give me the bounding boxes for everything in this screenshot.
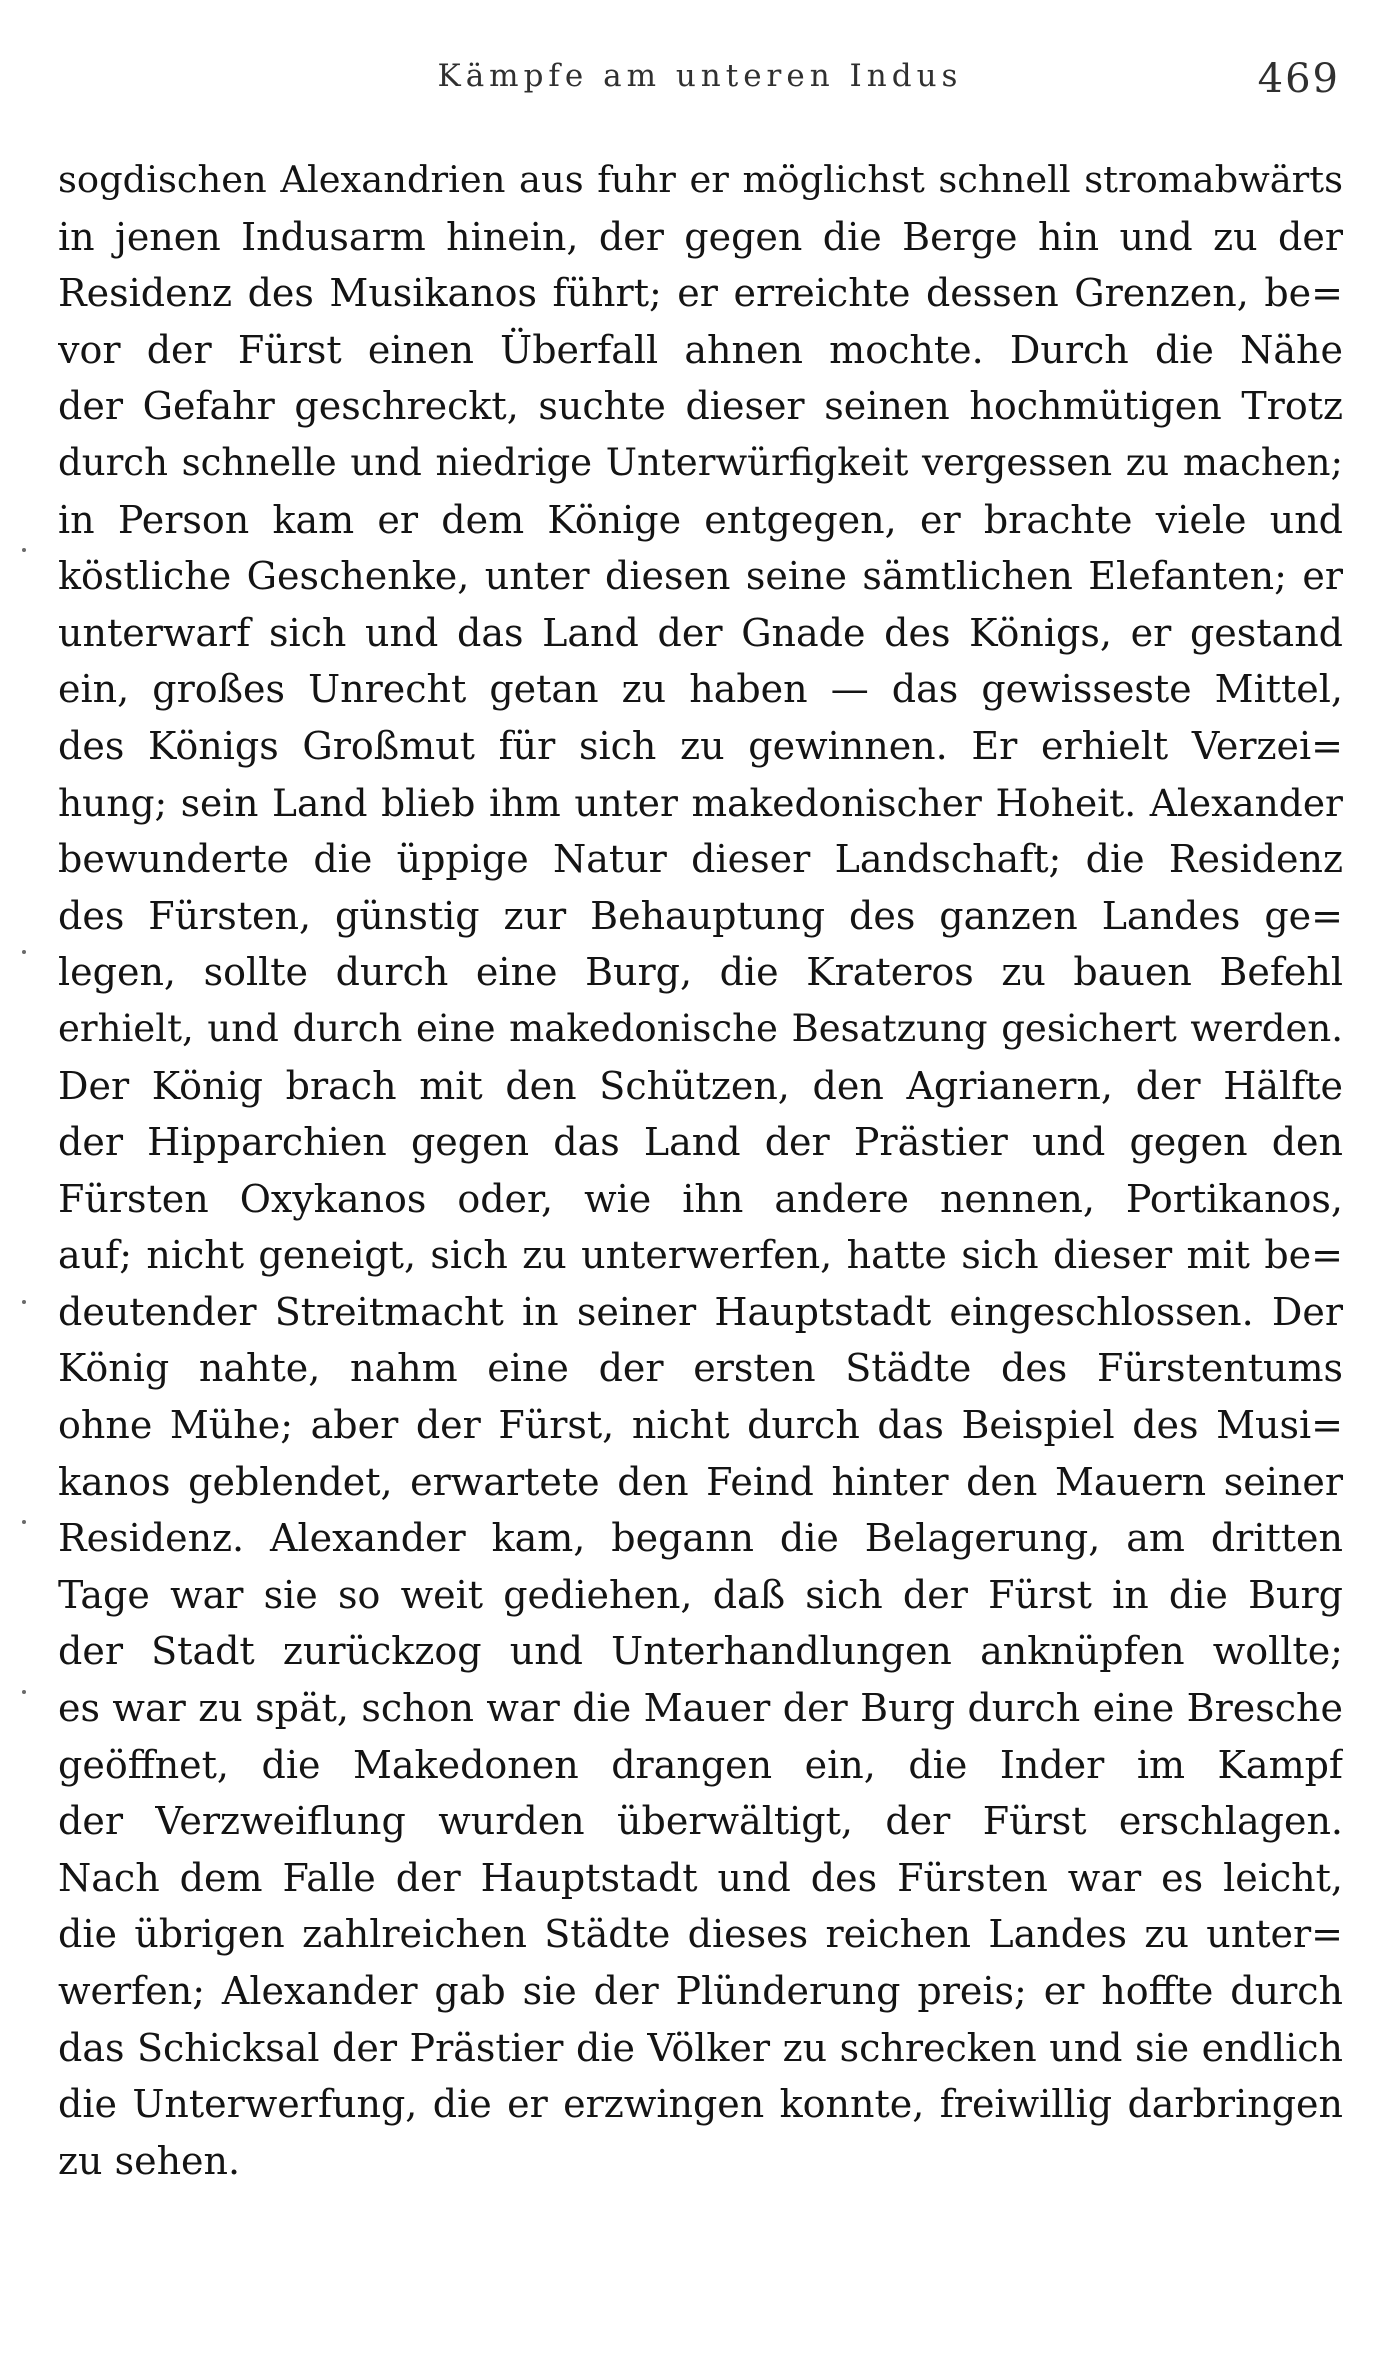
margin-mark [22, 548, 26, 552]
text-line: kanos geblendet, erwartete den Feind hinter den Mauern seiner [58, 1459, 1343, 1504]
margin-mark [22, 1300, 26, 1304]
text-line: in jenen Indusarm hinein, der gegen die Berge hin und zu der [58, 214, 1343, 259]
text-line: sogdischen Alexandrien aus fuhr er möglichst schnell stromabwärts [58, 158, 1343, 201]
text-line: legen, sollte durch eine Burg, die Krateros zu bauen Befehl [58, 950, 1343, 995]
text-line: bewunderte die üppige Natur dieser Landschaft; die Residenz [58, 837, 1343, 882]
text-line: deutender Streitmacht in seiner Hauptstadt eingeschlossen. Der [58, 1289, 1343, 1334]
running-head: Kämpfe am unteren Indus [437, 58, 963, 94]
text-line: hung; sein Land blieb ihm unter makedonischer Hoheit. Alexander [58, 780, 1343, 825]
text-line: ein, großes Unrecht getan zu haben — das gewisseste Mittel, [58, 667, 1343, 712]
text-line: köstliche Geschenke, unter diesen seine sämtlichen Elefanten; er [58, 554, 1343, 599]
text-line: König nahte, nahm eine der ersten Städte des Fürstentums [58, 1346, 1343, 1391]
margin-mark [22, 1690, 26, 1694]
margin-mark [22, 950, 26, 954]
text-line: die übrigen zahlreichen Städte dieses reichen Landes zu unter= [58, 1912, 1343, 1957]
text-line: Der König brach mit den Schützen, den Agrianern, der Hälfte [58, 1063, 1343, 1108]
text-line: das Schicksal der Prästier die Völker zu schrecken und sie endlich [58, 2025, 1343, 2070]
text-line: geöffnet, die Makedonen drangen ein, die Inder im Kampf [58, 1742, 1343, 1787]
page-number: 469 [1257, 56, 1340, 102]
text-line: der Stadt zurückzog und Unterhandlungen anknüpfen wollte; [58, 1629, 1343, 1674]
text-line: des Fürsten, günstig zur Behauptung des ganzen Landes ge= [58, 893, 1343, 938]
text-line: ohne Mühe; aber der Fürst, nicht durch das Beispiel des Musi= [58, 1403, 1343, 1448]
text-line: durch schnelle und niedrige Unterwürfigkeit vergessen zu machen; [58, 440, 1343, 484]
margin-mark [22, 1520, 26, 1524]
text-line: erhielt, und durch eine makedonische Besatzung gesichert werden. [58, 1006, 1343, 1050]
text-line: zu sehen. [58, 2138, 241, 2183]
text-line: der Gefahr geschreckt, suchte dieser seinen hochmütigen Trotz [58, 384, 1343, 429]
text-line: Residenz. Alexander kam, begann die Belagerung, am dritten [58, 1516, 1343, 1561]
text-line: des Königs Großmut für sich zu gewinnen. Er erhielt Verzei= [58, 723, 1343, 768]
text-line: vor der Fürst einen Überfall ahnen mochte. Durch die Nähe [58, 327, 1343, 372]
text-line: es war zu spät, schon war die Mauer der Burg durch eine Bresche [58, 1686, 1343, 1731]
text-line: unterwarf sich und das Land der Gnade des Königs, er gestand [58, 610, 1343, 655]
text-line: in Person kam er dem Könige entgegen, er brachte viele und [58, 497, 1343, 542]
text-line: auf; nicht geneigt, sich zu unterwerfen, hatte sich dieser mit be= [58, 1233, 1343, 1278]
text-line: Nach dem Falle der Hauptstadt und des Fürsten war es leicht, [58, 1855, 1343, 1900]
text-line: Tage war sie so weit gediehen, daß sich der Fürst in die Burg [58, 1572, 1343, 1617]
text-line: die Unterwerfung, die er erzwingen konnte, freiwillig darbringen [58, 2082, 1343, 2127]
text-line: Residenz des Musikanos führt; er erreichte dessen Grenzen, be= [58, 271, 1343, 316]
text-line: der Verzweiflung wurden überwältigt, der Fürst erschlagen. [58, 1799, 1343, 1844]
text-line: der Hipparchien gegen das Land der Prästier und gegen den [58, 1120, 1343, 1165]
body-text [58, 152, 1343, 2189]
text-line: werfen; Alexander gab sie der Plünderung preis; er hoffte durch [58, 1969, 1343, 2013]
text-line: Fürsten Oxykanos oder, wie ihn andere nennen, Portikanos, [58, 1176, 1343, 1221]
